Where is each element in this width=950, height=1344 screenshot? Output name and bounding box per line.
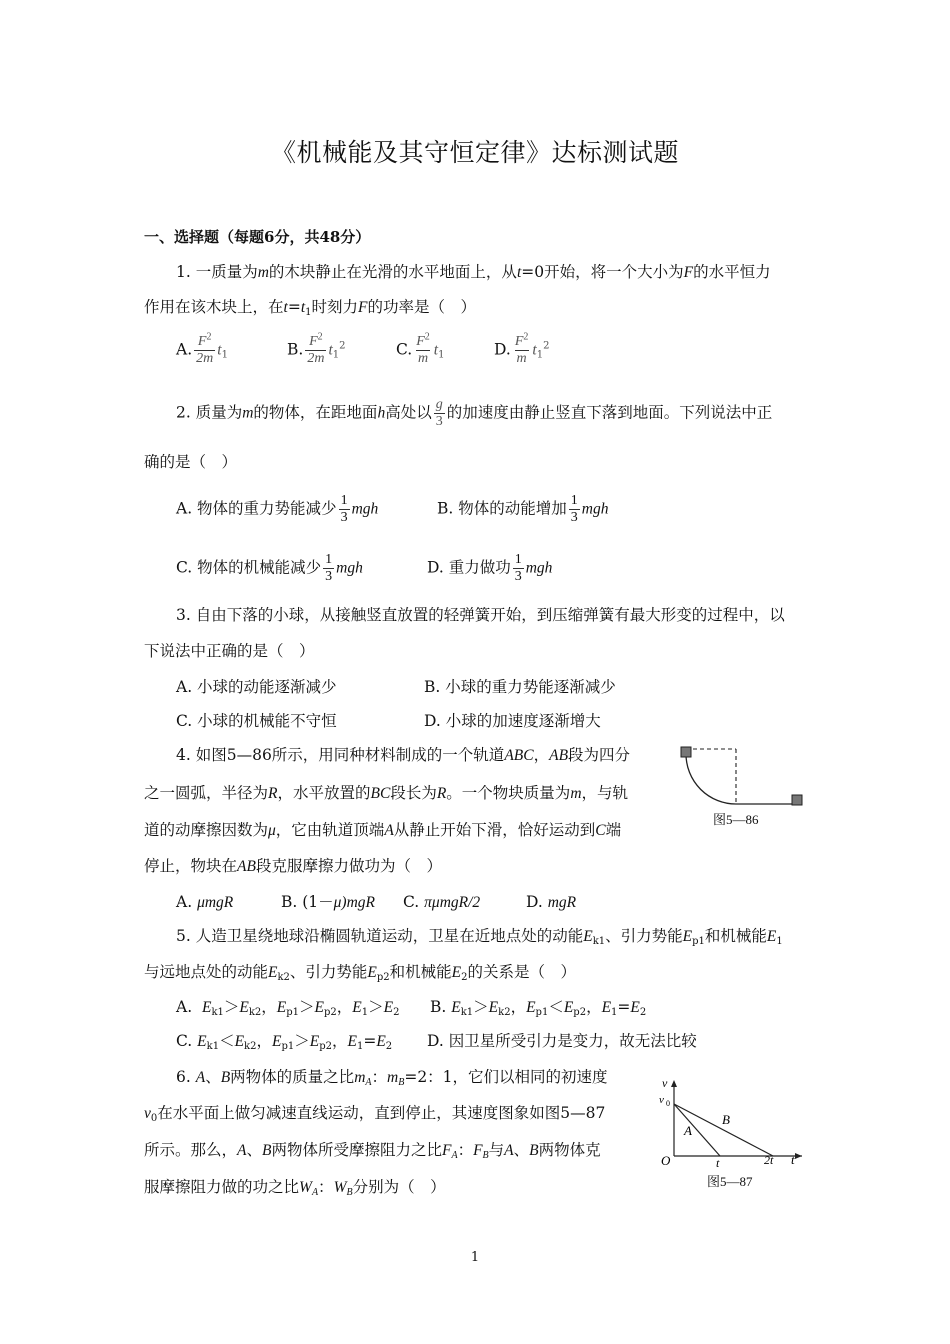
line-a [674,1104,720,1156]
page-title: 《机械能及其守恒定律》达标测试题 [270,138,679,167]
label-v0-sub: 0 [666,1099,670,1108]
q1-line1: 1. 一质量为m的木块静止在光滑的水平地面上，从t=0开始，将一个大小为F的水平恒力 [176,263,771,281]
q1-option-a: A. $\frac{F^2}{2m}$ $t_1$ [176,331,228,366]
block-end [792,795,802,805]
q4-line3: 道的动摩擦因数为μ，它由轨道顶端A从静止开始下滑，恰好运动到C端 [144,821,622,839]
label-origin: O [661,1153,671,1168]
q1-option-d: D. $\frac{F^2}{m}$ $t_1^2$ [494,331,550,366]
track-curve [686,754,798,804]
q4-line1: 4. 如图5—86所示，用同种材料制成的一个轨道ABC，AB段为四分 [176,746,631,764]
q5-line2: 与远地点处的动能$E_{k2}$、引力势能$E_{p2}$和机械能$E_2$的关系是（ ） [144,963,577,983]
v-axis-arrow [671,1080,677,1087]
q6-line1: 6. A、B两物体的质量之比$m_A$：$m_B=2$：1，它们以相同的初速度 [176,1068,608,1088]
q2-line1: 2. 质量为m的物体，在距地面h高处以 $\frac{g}{3}$ 的加速度由静止竖直下落到地面。下列说法中正 [176,397,773,429]
q5-option-c: C. $E_{k1}<E_{k2}$，$E_{p1}>E_{p2}$，$E_1=E_2$ [176,1032,393,1052]
q3-option-b: B. 小球的重力势能逐渐减少 [424,678,616,696]
section-heading: 一、选择题（每题6分，共48分） [144,228,371,246]
q3-option-a: A. 小球的动能逐渐减少 [176,678,337,696]
q2-line2: 确的是（ ） [144,453,238,471]
label-v0: v [659,1094,664,1106]
q4-option-d: D. mgR [526,893,577,911]
label-2t: 2t [764,1153,774,1167]
q4-line2: 之一圆弧，半径为R，水平放置的BC段长为R。一个物块质量为m，与轨 [144,784,629,802]
q4-option-b: B. (1－μ)mgR [281,893,376,911]
label-t-axis: t [791,1152,795,1167]
label-b: B [722,1112,730,1127]
q5-line1: 5. 人造卫星绕地球沿椭圆轨道运动，卫星在近地点处的动能$E_{k1}$、引力势能$E_{p1}$和机械能$E_1$ [176,927,783,947]
q2-option-d: D. 重力做功 $\frac{1}{3}$ mgh [427,552,553,584]
figure-caption-86: 图5—86 [713,812,759,827]
q5-option-a: A. $E_{k1}>E_{k2}$，$E_{p1}>E_{p2}$，$E_1>E_2$ [176,998,400,1018]
label-v: v [662,1076,668,1090]
q4-line4: 停止，物块在AB段克服摩擦力做功为（ ） [144,857,442,875]
velocity-time-graph [656,1072,806,1170]
q5-option-d: D. 因卫星所受引力是变力，故无法比较 [427,1032,697,1050]
t-axis-arrow [795,1153,802,1159]
q3-option-c: C. 小球的机械能不守恒 [176,712,337,730]
label-a: A [684,1123,692,1138]
page-number: 1 [470,1250,480,1265]
block-top [681,747,691,757]
label-t: t [716,1156,720,1170]
q1-option-c: C. $\frac{F^2}{m}$ $t_1$ [396,331,445,366]
q6-line3: 所示。那么，A、B两物体所受摩擦阻力之比$F_A$：$F_B$与A、B两物体克 [144,1141,601,1161]
q2-option-b: B. 物体的动能增加 $\frac{1}{3}$ mgh [437,493,609,525]
q6-line4: 服摩擦阻力做的功之比$W_A$：$W_B$分别为（ ） [144,1178,446,1198]
q4-option-a: A. μmgR [176,893,234,911]
q2-option-a: A. 物体的重力势能减少 $\frac{1}{3}$ mgh [176,493,379,525]
q1-line2: 作用在该木块上，在$t=t_1$时刻力F的功率是（ ） [144,298,477,318]
q4-option-c: C. πμmgR/2 [403,893,481,911]
q3-line1: 3. 自由下落的小球，从接触竖直放置的轻弹簧开始，到压缩弹簧有最大形变的过程中，以 [176,606,785,624]
figure-caption-87: 图5—87 [707,1174,753,1189]
q2-option-c: C. 物体的机械能减少 $\frac{1}{3}$ mgh [176,552,363,584]
q3-option-d: D. 小球的加速度逐渐增大 [424,712,601,730]
q3-line2: 下说法中正确的是（ ） [144,642,315,660]
track-diagram [676,744,811,814]
q6-line2: $v_0$在水平面上做匀减速直线运动，直到停止，其速度图象如图5—87 [144,1104,606,1124]
q1-option-b: B. $\frac{F^2}{2m}$ $t_1^2$ [287,331,346,366]
q5-option-b: B. $E_{k1}>E_{k2}$，$E_{p1}<E_{p2}$，$E_1=E_2$ [430,998,647,1018]
